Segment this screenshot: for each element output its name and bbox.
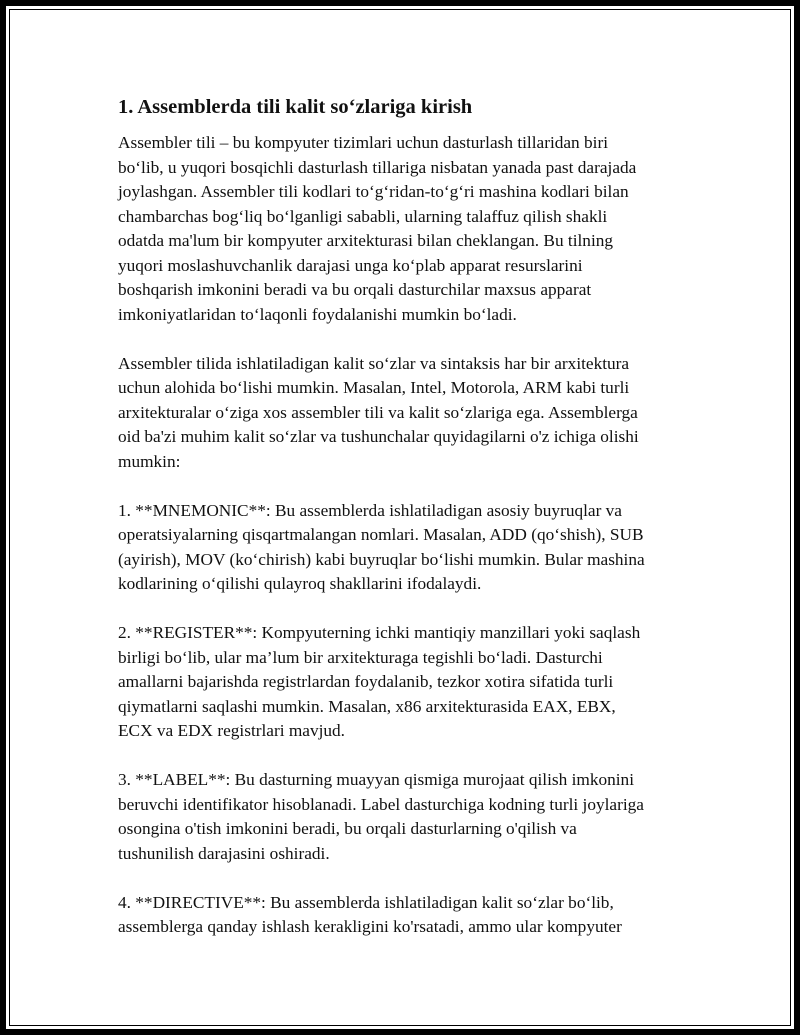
- text-line: joylashgan. Assembler tili kodlari to‘g‘ridan-to‘g‘ri mashina kodlari bilan: [118, 182, 629, 201]
- list-item-label: [118, 768, 686, 866]
- text-line: 3. **LABEL**: Bu dasturning muayyan qismiga murojaat qilish imkonini: [118, 770, 634, 789]
- text-line: oid ba'zi muhim kalit so‘zlar va tushunchalar quyidagilarni o'z ichiga olishi: [118, 427, 639, 446]
- list-item-register: [118, 621, 686, 744]
- list-item-directive: [118, 891, 686, 940]
- text-line: boshqarish imkonini beradi va bu orqali dasturchilar maxsus apparat: [118, 280, 592, 299]
- text-line: (ayirish), MOV (ko‘chirish) kabi buyruqlar bo‘lishi mumkin. Bular mashina: [118, 549, 645, 569]
- document-body: [118, 92, 686, 964]
- text-line: qiymatlarni saqlashi mumkin. Masalan, x86 arxitekturasida EAX, EBX,: [118, 696, 616, 716]
- text-line: bo‘lib, u yuqori bosqichli dasturlash tillariga nisbatan yanada past darajada: [118, 157, 637, 177]
- paragraph-keywords-intro: [118, 352, 686, 475]
- text-line: Assembler tili – bu kompyuter tizimlari uchun dasturlash tillaridan biri: [118, 133, 609, 152]
- text-line: imkoniyatlaridan to‘laqonli foydalanishi mumkin bo‘ladi.: [118, 304, 517, 324]
- text-line: tushunilish darajasini oshiradi.: [118, 843, 330, 863]
- paragraph-intro: [118, 131, 686, 327]
- text-line: assemblerga qanday ishlash kerakligini ko'rsatadi, ammo ular kompyuter: [118, 917, 622, 936]
- text-line: amallarni bajarishda registrlardan foydalanib, tezkor xotira sifatida turli: [118, 672, 614, 691]
- list-item-mnemonic: [118, 499, 686, 597]
- section-heading: 1. Assemblerda tili kalit so‘zlariga kirish: [118, 96, 473, 118]
- text-line: uchun alohida bo‘lishi mumkin. Masalan, Intel, Motorola, ARM kabi turli: [118, 378, 630, 397]
- text-line: beruvchi identifikator hisoblanadi. Label dasturchiga kodning turli joylariga: [118, 794, 644, 814]
- text-line: birligi bo‘lib, ular ma’lum bir arxitekturaga tegishli bo‘ladi. Dasturchi: [118, 647, 603, 667]
- text-line: odatda ma'lum bir kompyuter arxitekturasi bilan cheklangan. Bu tilning: [118, 231, 614, 250]
- text-line: 1. **MNEMONIC**: Bu assemblerda ishlatiladigan asosiy buyruqlar va: [118, 500, 622, 520]
- text-line: 2. **REGISTER**: Kompyuterning ichki mantiqiy manzillari yoki saqlash: [118, 623, 641, 642]
- text-line: chambarchas bog‘liq bo‘lganligi sababli, ularning talaffuz qilish shakli: [118, 206, 608, 226]
- text-line: ECX va EDX registrlari mavjud.: [118, 721, 346, 740]
- text-line: yuqori moslashuvchanlik darajasi unga ko‘plab apparat resurslarini: [118, 255, 583, 275]
- text-line: mumkin:: [118, 451, 181, 471]
- text-line: operatsiyalarning qisqartmalangan nomlari. Masalan, ADD (qo‘shish), SUB: [118, 525, 644, 544]
- text-line: arxitekturalar o‘ziga xos assembler tili va kalit so‘zlariga ega. Assemblerga: [118, 402, 638, 422]
- text-line: Assembler tilida ishlatiladigan kalit so‘zlar va sintaksis har bir arxitektura: [118, 353, 630, 373]
- text-line: osongina o'tish imkonini beradi, bu orqali dasturlarning o'qilish va: [118, 819, 577, 838]
- text-line: 4. **DIRECTIVE**: Bu assemblerda ishlatiladigan kalit so‘zlar bo‘lib,: [118, 892, 614, 912]
- text-line: kodlarining o‘qilishi qulayroq shakllarini ifodalaydi.: [118, 574, 482, 593]
